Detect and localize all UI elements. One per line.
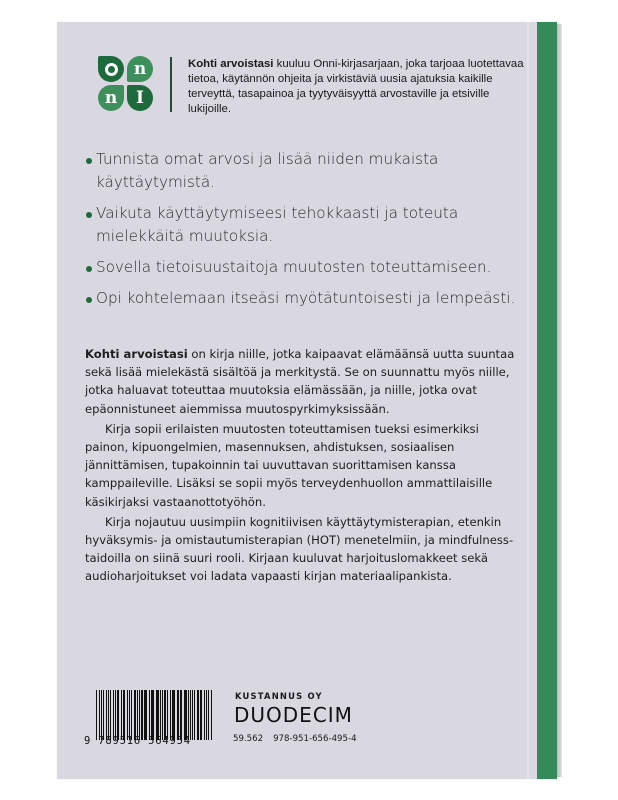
publisher-name: DUODECIM [234,703,353,727]
list-item [86,256,526,279]
barcode-bar [160,690,161,740]
barcode-bar [101,690,102,740]
barcode-number: 9 789516 564954 [84,735,191,747]
green-spine [537,22,557,779]
bullet-dot-icon [86,297,92,303]
publisher-label: KUSTANNUS OY [235,691,323,701]
barcode-bar [157,690,158,740]
barcode-bar [178,690,179,740]
barcode-bar [177,690,178,740]
barcode-bar [129,690,130,740]
barcode-bar [99,690,100,740]
list-item [86,202,526,248]
description-book-title: Kohti arvoistasi [85,347,188,361]
logo-tile-o [98,56,124,82]
barcode-bar [145,690,147,740]
barcode-bar [115,690,116,740]
list-item [86,148,526,194]
barcode-bar [106,690,107,740]
list-item-text: Tunnista omat arvosi ja lisää niiden mukaista käyttäytymistä. [96,150,439,191]
paragraph-text: on kirja niille, jotka kaipaavat elämäänsä uutta suuntaa sekä lisää mielekästä sisältöä ja merkitystä. Se on suunnattu myös niille, jotka haluavat toteuttaa muutoksia elämässään, ja niille, jotka ovat epäonnistuneet aiemmissa muutospyrkimyksissään. [85,347,515,416]
barcode-bar [172,690,173,740]
logo-letter: I [136,87,144,108]
barcode-bar [123,690,124,740]
barcode-bar [208,690,209,740]
barcode-bar [204,690,205,740]
list-item-text: Sovella tietoisuustaitoja muutosten toteuttamiseen. [96,258,492,276]
barcode-bar [134,690,136,740]
isbn-barcode [96,690,213,740]
barcode-bar [127,690,128,740]
cover-fold-line [527,22,529,779]
barcode-bar [190,690,191,740]
list-item-text: Opi kohtelemaan itseäsi myötätuntoisesti ja lempeästi. [96,289,516,307]
barcode-bar [197,690,199,740]
bullet-dot-icon [86,266,92,272]
barcode-bar [131,690,132,740]
barcode-bar [137,690,138,740]
description-paragraph-3: Kirja nojautuu uusimpiin kognitiivisen käyttäytymisterapian, etenkin hyväksymis- ja omistautumisterapian (HOT) menetelmiin, ja mindfulness-taidoilla on siinä suuri rooli. Kirjaan kuuluvat harjoituslomakkeet sekä audioharjoitukset voi ladata vapaasti kirjan materiaalipankista. [85,514,514,584]
barcode-bar [211,690,212,740]
barcode-bar [96,690,97,740]
barcode-bar [194,690,195,740]
barcode-bar [185,690,186,740]
barcode-bar [139,690,140,740]
bullet-dot-icon [86,158,92,164]
barcode-bar [162,690,163,740]
page-edge [557,24,562,777]
barcode-bar [141,690,142,740]
barcode-bar [200,690,201,740]
barcode-bar [201,690,202,740]
barcode-bar [152,690,153,740]
description-paragraph-2: Kirja sopii erilaisten muutosten toteuttamisen tueksi esimerkiksi painon, kipuongelmien, masennuksen, ahdistuksen, sosiaalisen jännittämisen, tupakoinnin tai uuvuttavan suorittamisen kanssa kamppaileville. Lisäksi se sopii myös terveydenhuollon ammattilaisille käsikirjaksi vastaanottotyöhön. [85,421,493,509]
logo-tile-n1 [127,56,153,82]
barcode-bar [151,690,152,740]
barcode-bar [144,690,145,740]
barcode-bar [206,690,207,740]
barcode-bar [192,690,193,740]
barcode-bar [149,690,150,740]
book-codes [233,734,357,744]
onni-logo [98,56,154,112]
barcode-bar [108,690,109,740]
barcode-bar [188,690,189,740]
barcode-bar [156,690,157,740]
barcode-bar [167,690,168,740]
barcode-bar [164,690,166,740]
description-paragraph-1 [85,345,525,418]
barcode-bar [117,690,119,740]
logo-letter-o-icon [105,63,118,76]
list-item-text: Vaikuta käyttäytymiseesi tehokkaasti ja toteuta mielekkäitä muutoksia. [96,204,459,245]
barcode-bar [173,690,174,740]
intro-text: kuuluu Onni-kirjasarjaan, joka tarjoaa luotettavaa tietoa, käytännön ohjeita ja virkistäviä uusia ajatuksia kaikille terveyttä, tasapainoa ja tyytyväisyyttä arvostaville ja etsiville lukijoille. [188,58,524,115]
barcode-bar [170,690,171,740]
barcode-bar [113,690,114,740]
logo-letter: n [133,58,147,79]
bullet-dot-icon [86,212,92,218]
logo-divider [170,57,172,112]
benefit-list [86,148,526,318]
barcode-bar [121,690,122,740]
logo-tile-n2 [98,85,124,111]
list-item [86,287,526,310]
barcode-bar [184,690,185,740]
series-intro [188,57,528,117]
logo-tile-i [127,85,153,111]
barcode-bar [124,690,125,740]
barcode-bar [103,690,105,740]
logo-letter: n [104,87,118,108]
barcode-bar [110,690,111,740]
isbn: 978-951-656-495-4 [273,734,357,744]
barcode-bar [180,690,182,740]
class-code: 59.562 [233,734,264,744]
intro-book-title: Kohti arvoistasi [188,58,274,70]
description [85,345,525,586]
